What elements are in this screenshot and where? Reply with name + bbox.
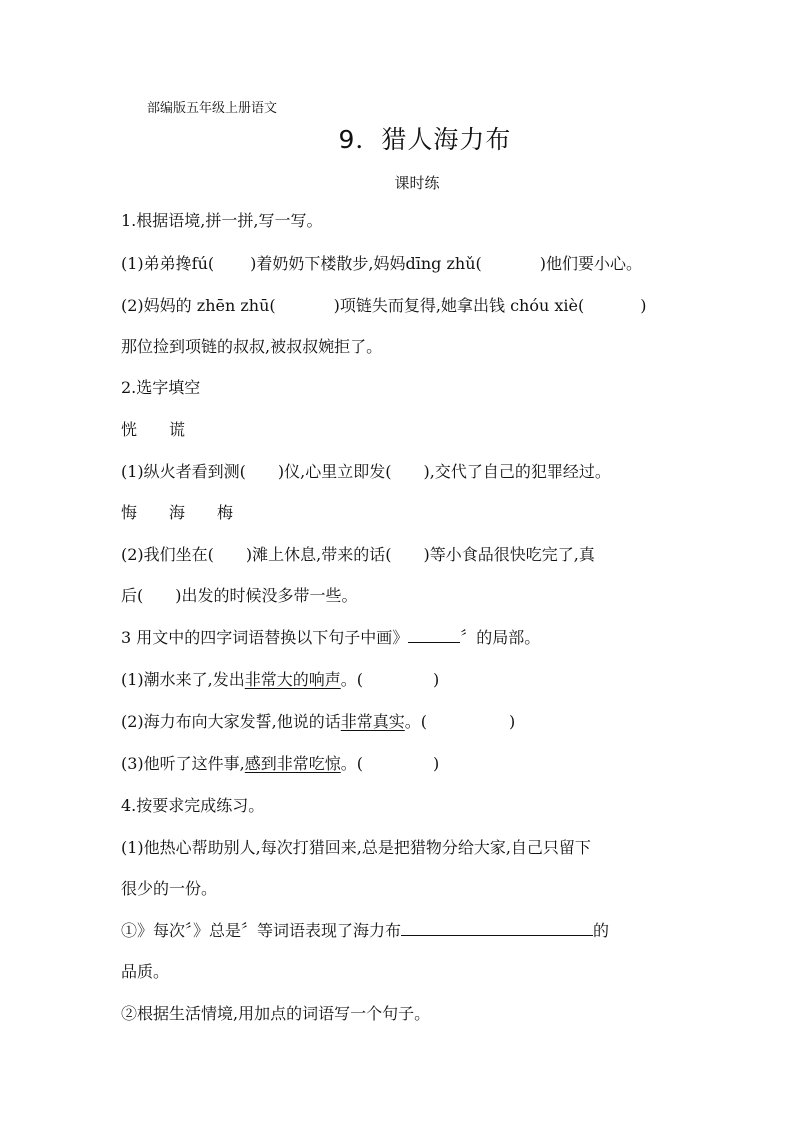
q4-sub1 — [121, 920, 609, 942]
answer-blank[interactable] — [401, 921, 593, 936]
q2-item2-text-a: (2)我们坐在 — [121, 545, 208, 564]
q4-sub1-line2: 品质。 — [121, 962, 170, 981]
q2-heading: 2.选字填空 — [121, 378, 201, 397]
q3-item1-text-b: 。( — [340, 670, 364, 689]
paren-close: ) — [250, 254, 257, 273]
q3-item2 — [121, 711, 515, 733]
q3-heading — [121, 627, 540, 649]
char-option: 悔 — [121, 503, 138, 522]
q2-item2-continuation — [121, 585, 358, 607]
q1-item2-pinyin-1: zhēn zhū — [196, 296, 270, 315]
paren-open: ( — [137, 586, 144, 605]
q2-char-group-1 — [121, 419, 185, 441]
paren-close: ) — [423, 545, 430, 564]
paren-close: ) — [640, 296, 647, 315]
char-option: 谎 — [169, 420, 186, 439]
q3-item3-text-b: 。( — [340, 754, 364, 773]
q1-heading: 1.根据语境,拼一拼,写一写。 — [121, 211, 323, 230]
q2-item1 — [121, 461, 611, 483]
q1-item1 — [121, 253, 642, 275]
q1-item1-pinyin-1: fú — [191, 254, 208, 273]
q4-sub2: ②根据生活情境,用加点的词语写一个句子。 — [121, 1004, 431, 1023]
paren-close: ) — [277, 462, 285, 481]
char-option: 海 — [169, 503, 186, 522]
q1-item1-text-c: 他们要小心。 — [546, 254, 643, 273]
q2-item2 — [121, 544, 595, 566]
paren-open: ( — [207, 254, 215, 273]
q4-item1-line1: (1)他热心帮助别人,每次打猎回来,总是把猎物分给大家,自己只留下 — [121, 838, 591, 857]
q3-item1 — [121, 669, 439, 691]
q1-item2-text-b: 项链失而复得,她拿出钱 — [339, 296, 511, 315]
q3-item2-text-b: 。( — [404, 712, 428, 731]
header-note: 部编版五年级上册语文 — [147, 101, 278, 116]
underline-blank — [408, 628, 460, 643]
q2-item1-text-a: (1)纵火者看到测 — [121, 462, 240, 481]
q3-item3-underlined: 感到非常吃惊 — [244, 754, 341, 773]
q3-heading-text-a: 3 用文中的四字词语替换以下句子中画》 — [121, 628, 409, 647]
page-title: 9．猎人海力布 — [338, 125, 512, 154]
q2-item2-text-e: 出发的时候没多带一些。 — [181, 586, 358, 605]
q1-item2 — [121, 295, 647, 317]
q4-item1-line2: 很少的一份。 — [121, 879, 218, 898]
q1-item2-continuation: 那位捡到项链的叔叔,被叔叔婉拒了。 — [121, 337, 383, 356]
q3-item1-underlined: 非常大的响声 — [244, 670, 341, 689]
paren-open: ( — [385, 462, 392, 481]
q3-item3-text-a: (3)他听了这件事, — [121, 754, 245, 773]
paren-close: ) — [509, 712, 516, 731]
q3-item1-text-a: (1)潮水来了,发出 — [121, 670, 245, 689]
q1-item2-pinyin-2: chóu xiè — [510, 296, 578, 315]
q4-sub1-text-a: ①》每次〞》总是〞等词语表现了海力布 — [121, 921, 402, 940]
q3-heading-text-b: 〞的局部。 — [460, 628, 541, 647]
page-subtitle: 课时练 — [394, 174, 440, 192]
paren-open: ( — [385, 545, 392, 564]
paren-close: ) — [433, 754, 440, 773]
q2-item2-text-c: 等小食品很快吃完了,真 — [429, 545, 595, 564]
q2-item1-text-c: ,交代了自己的犯罪经过。 — [429, 462, 611, 481]
q1-item2-text-a: (2)妈妈的 — [121, 296, 197, 315]
paren-close: ) — [333, 296, 340, 315]
q4-heading: 4.按要求完成练习。 — [121, 796, 265, 815]
paren-open: ( — [269, 296, 276, 315]
q2-item1-text-b: 仪,心里立即发 — [284, 462, 386, 481]
paren-open: ( — [578, 296, 585, 315]
paren-close: ) — [175, 586, 182, 605]
q1-item1-text-b: 着奶奶下楼散步,妈妈 — [256, 254, 406, 273]
q2-item2-text-d: 后 — [121, 586, 138, 605]
q1-item1-text-a: (1)弟弟搀 — [121, 254, 192, 273]
q3-item2-underlined: 非常真实 — [340, 712, 405, 731]
paren-close: ) — [245, 545, 253, 564]
paren-open: ( — [239, 462, 246, 481]
q4-sub1-text-b: 的 — [593, 921, 610, 940]
paren-close: ) — [433, 670, 440, 689]
paren-close: ) — [423, 462, 430, 481]
q2-char-group-2 — [121, 502, 233, 524]
paren-open: ( — [207, 545, 214, 564]
paren-close: ) — [539, 254, 547, 273]
q1-item1-pinyin-2: dīng zhǔ — [405, 254, 476, 273]
char-option: 梅 — [217, 503, 234, 522]
char-option: 恍 — [121, 420, 138, 439]
q3-item2-text-a: (2)海力布向大家发誓,他说的话 — [121, 712, 341, 731]
q3-item3 — [121, 753, 439, 775]
paren-open: ( — [475, 254, 482, 273]
q2-item2-text-b: 滩上休息,带来的话 — [252, 545, 386, 564]
